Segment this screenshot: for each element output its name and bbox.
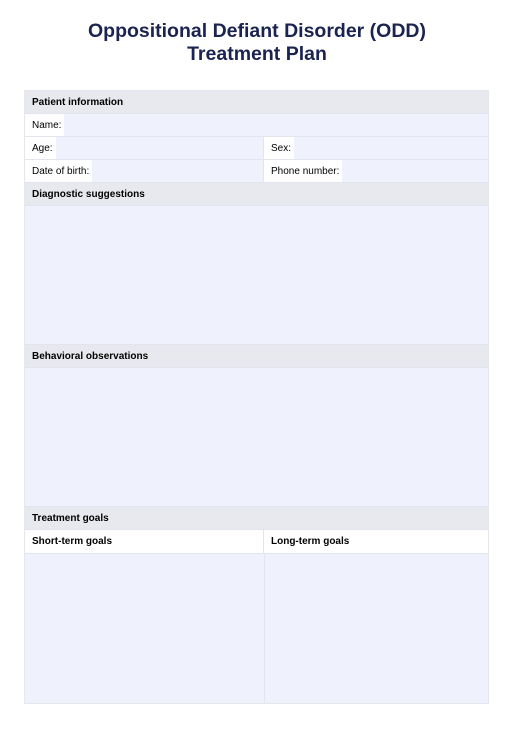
section-heading: Behavioral observations <box>32 350 149 362</box>
phone-label: Phone number: <box>264 160 342 182</box>
sex-label: Sex: <box>264 137 294 159</box>
row-name <box>25 114 488 137</box>
name-field[interactable] <box>64 114 488 136</box>
row-goal-fields <box>25 554 488 703</box>
row-diagnostic <box>25 206 488 345</box>
sex-cell <box>264 137 488 159</box>
age-field[interactable] <box>56 137 263 159</box>
name-label: Name: <box>25 114 64 136</box>
short-term-goals-heading: Short-term goals <box>25 530 264 553</box>
title-line-2: Treatment Plan <box>187 43 327 65</box>
section-header-patient-information <box>25 91 488 114</box>
treatment-plan-form <box>24 90 489 704</box>
title-line-1: Oppositional Defiant Disorder (ODD) <box>87 20 426 42</box>
row-age-sex <box>25 137 488 160</box>
section-header-diagnostic-suggestions <box>25 183 488 206</box>
section-header-treatment-goals <box>25 507 488 530</box>
section-header-behavioral-observations <box>25 345 488 368</box>
age-cell <box>25 137 264 159</box>
dob-field[interactable] <box>92 160 263 182</box>
row-goal-headings <box>25 530 488 554</box>
dob-label: Date of birth: <box>25 160 92 182</box>
row-behavioral <box>25 368 488 507</box>
sex-field[interactable] <box>294 137 488 159</box>
phone-field[interactable] <box>342 160 488 182</box>
short-term-goals-field[interactable] <box>25 554 265 703</box>
section-heading: Diagnostic suggestions <box>32 188 145 200</box>
row-dob-phone <box>25 160 488 183</box>
document-title <box>0 20 514 66</box>
behavioral-observations-field[interactable] <box>25 368 488 506</box>
name-cell <box>25 114 488 136</box>
long-term-goals-field[interactable] <box>265 554 488 703</box>
section-heading: Patient information <box>32 96 124 108</box>
age-label: Age: <box>25 137 56 159</box>
long-term-goals-heading: Long-term goals <box>264 530 488 553</box>
diagnostic-suggestions-field[interactable] <box>25 206 488 344</box>
section-heading: Treatment goals <box>32 512 109 524</box>
dob-cell <box>25 160 264 182</box>
phone-cell <box>264 160 488 182</box>
